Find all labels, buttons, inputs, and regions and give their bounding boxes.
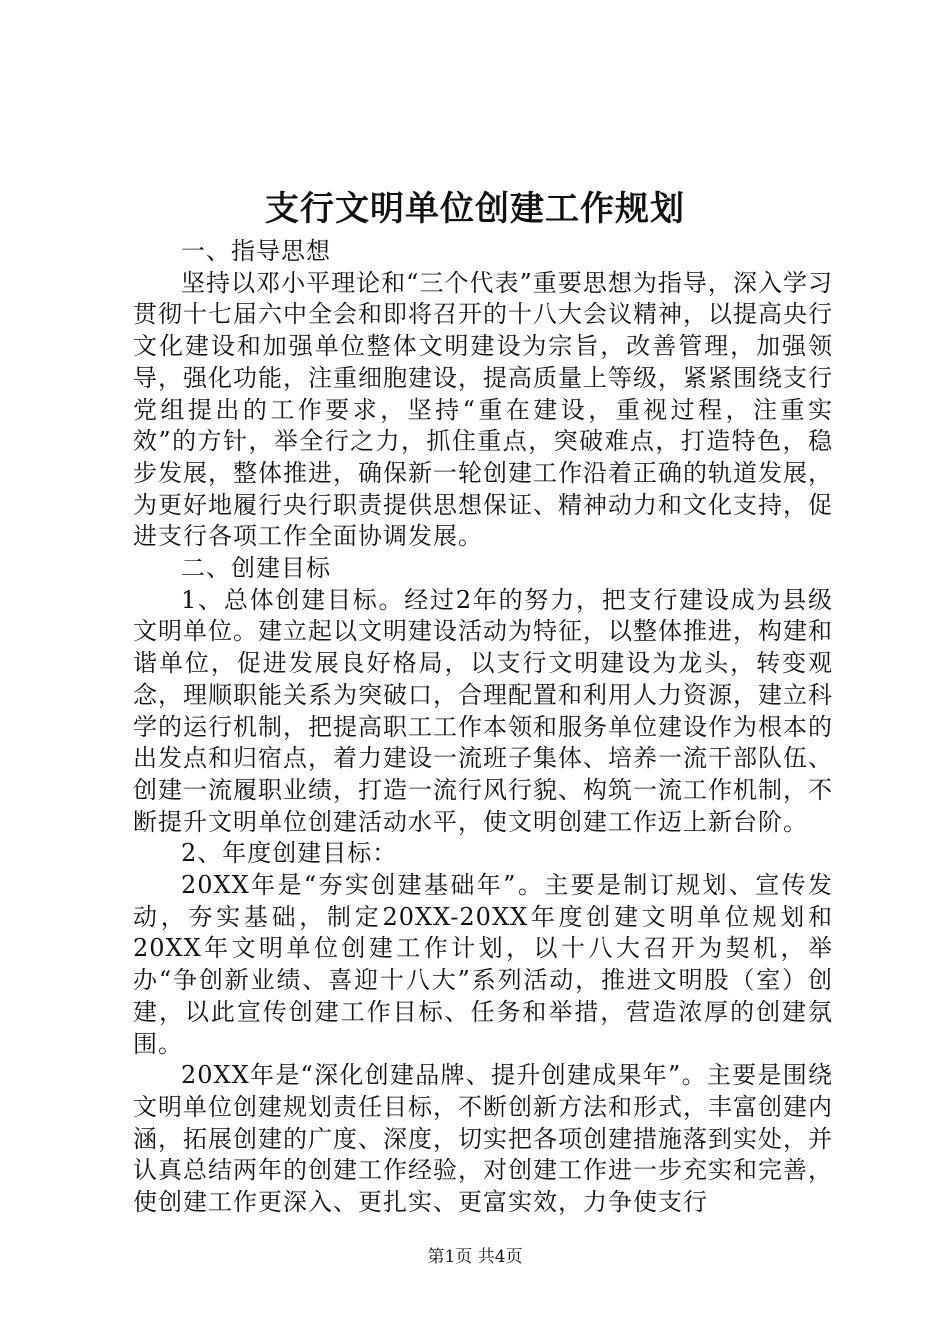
document-body [133,236,833,1219]
paragraph-overall-goal: 1、总体创建目标。经过2年的努力，把支行建设成为县级文明单位。建立起以文明建设活动为特征，以整体推进，构建和谐单位，促进发展良好格局，以支行文明建设为龙头，转变观念，理顺职能关系为突破口，合理配置和利用人力资源，建立科学的运行机制，把提高职工工作本领和服务单位建设作为根本的出发点和归宿点，着力建设一流班子集体、培养一流干部队伍、创建一流履职业绩，打造一流行风行貌、构筑一流工作机制，不断提升文明单位创建活动水平，使文明创建工作迈上新台阶。 [133,585,833,836]
section-heading-creation-goals: 二、创建目标 [181,554,331,583]
paragraph-annual-goal-year-two: 20XX年是“深化创建品牌、提升创建成果年”。主要是围绕文明单位创建规划责任目标，不断创新方法和形式，丰富创建内涵，拓展创建的广度、深度，切实把各项创建措施落到实处，并认真总结两年的创建工作经验，对创建工作进一步充实和完善，使创建工作更深入、更扎实、更富实效，力争使支行 [133,1061,833,1217]
paragraph-annual-goal-year-one: 20XX年是“夯实创建基础年”。主要是制订规划、宣传发动，夯实基础，制定20XX-20XX年度创建文明单位规划和20XX年文明单位创建工作计划，以十八大召开为契机，举办“争创新业绩、喜迎十八大”系列活动，推进文明股（室）创建，以此宣传创建工作目标、任务和举措，营造浓厚的创建氛围。 [133,871,833,1058]
subheading-annual-goals: 2、年度创建目标： [181,839,398,868]
document-title: 支行文明单位创建工作规划 [265,189,685,229]
section-heading-guiding-ideology: 一、指导思想 [181,237,331,265]
paragraph-guiding-ideology: 坚持以邓小平理论和“三个代表”重要思想为指导，深入学习贯彻十七届六中全会和即将召开的十八大会议精神，以提高央行文化建设和加强单位整体文明建设为宗旨，改善管理，加强领导，强化功能，注重细胞建设，提高质量上等级，紧紧围绕支行党组提出的工作要求，坚持“重在建设，重视过程，注重实效”的方针，举全行之力，抓住重点，突破难点，打造特色，稳步发展，整体推进，确保新一轮创建工作沿着正确的轨道发展，为更好地履行央行职责提供思想保证、精神动力和文化支持，促进支行各项工作全面协调发展。 [133,268,833,551]
page-footer: 第1页 共4页 [427,1247,523,1267]
